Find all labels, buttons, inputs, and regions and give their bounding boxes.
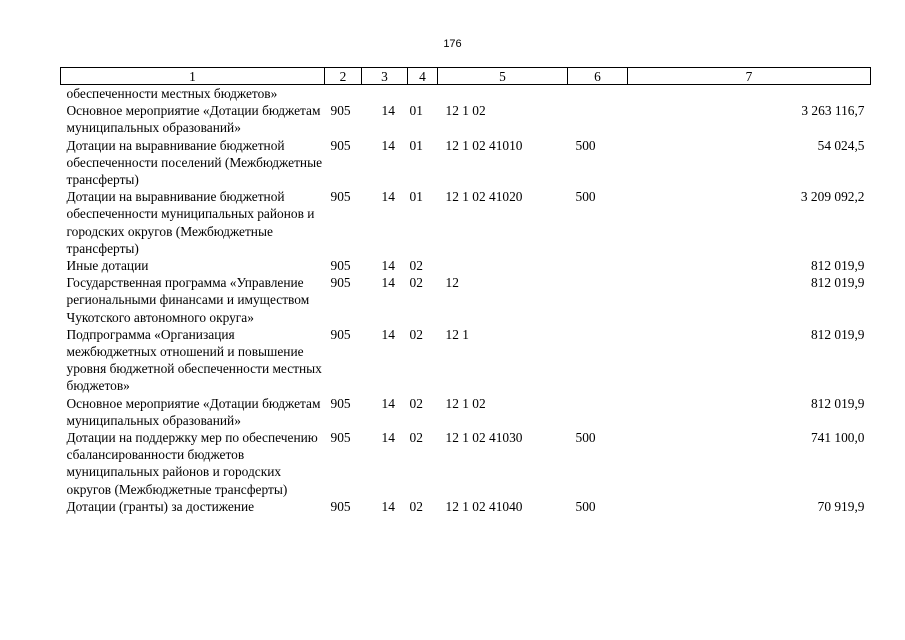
subsection-cell: 02 <box>409 498 423 514</box>
amount-cell: 3 209 092,2 <box>800 189 865 205</box>
amount-cell: 54 024,5 <box>817 137 865 153</box>
ved-cell: 905 <box>330 275 351 291</box>
ved-cell: 905 <box>330 137 351 153</box>
target-article-cell <box>438 85 568 103</box>
table-row <box>61 498 871 515</box>
amount-cell: 741 100,0 <box>810 430 865 446</box>
header-col-2: 2 <box>325 68 362 85</box>
ved-cell: 905 <box>330 258 351 274</box>
expense-type-cell <box>568 326 628 395</box>
section-cell: 14 <box>381 258 395 274</box>
section-cell: 14 <box>381 326 395 342</box>
target-article-cell: 12 1 02 41030 <box>445 430 523 446</box>
header-col-3: 3 <box>362 68 408 85</box>
amount-cell: 812 019,9 <box>810 395 865 411</box>
subsection-cell: 02 <box>409 395 423 411</box>
budget-table <box>60 67 871 515</box>
header-col-4: 4 <box>408 68 438 85</box>
name-cell: Дотации на выравнивание бюджетной обеспеченности поселений (Межбюджетные трансферты) <box>66 137 323 188</box>
table-row <box>61 85 871 103</box>
section-cell: 14 <box>381 137 395 153</box>
target-article-cell: 12 1 02 41010 <box>445 137 523 153</box>
target-article-cell: 12 1 <box>445 326 469 342</box>
ved-cell: 905 <box>330 395 351 411</box>
subsection-cell <box>408 85 438 103</box>
ved-cell: 905 <box>330 189 351 205</box>
header-col-7: 7 <box>628 68 871 85</box>
name-cell: Иные дотации <box>66 258 149 274</box>
header-col-5: 5 <box>438 68 568 85</box>
expense-type-cell: 500 <box>575 137 596 153</box>
subsection-cell: 01 <box>409 137 423 153</box>
expense-type-cell: 500 <box>575 498 596 514</box>
amount-cell: 812 019,9 <box>810 326 865 342</box>
header-row <box>61 68 871 85</box>
amount-cell <box>628 85 871 103</box>
amount-cell: 812 019,9 <box>810 275 865 291</box>
expense-type-cell <box>568 85 628 103</box>
section-cell: 14 <box>381 103 395 119</box>
table-row <box>61 257 871 274</box>
section-cell: 14 <box>381 498 395 514</box>
page-number: 176 <box>443 38 462 50</box>
ved-cell: 905 <box>330 103 351 119</box>
table-row <box>61 395 871 429</box>
section-cell: 14 <box>381 275 395 291</box>
header-col-6: 6 <box>568 68 628 85</box>
table-body <box>61 85 871 516</box>
table-row <box>61 137 871 189</box>
table-row <box>61 326 871 395</box>
name-cell: Дотации на выравнивание бюджетной обеспеченности муниципальных районов и городских округов (Межбюджетные трансферты) <box>66 189 315 256</box>
table-row <box>61 274 871 326</box>
name-cell: Основное мероприятие «Дотации бюджетам муниципальных образований» <box>66 395 321 428</box>
section-cell: 14 <box>381 395 395 411</box>
table-row <box>61 102 871 136</box>
ved-cell: 905 <box>330 326 351 342</box>
target-article-cell: 12 1 02 41020 <box>445 189 523 205</box>
table-row <box>61 429 871 498</box>
expense-type-cell <box>568 274 628 326</box>
table-row <box>61 188 871 257</box>
target-article-cell: 12 1 02 <box>445 103 486 119</box>
expense-type-cell <box>568 257 628 274</box>
ved-cell: 905 <box>330 498 351 514</box>
subsection-cell: 02 <box>409 326 423 342</box>
target-article-cell: 12 1 02 41040 <box>445 498 523 514</box>
name-cell: Дотации на поддержку мер по обеспечению сбалансированности бюджетов муниципальных районов и городских округов (Межбюджетные трансферты) <box>66 430 318 497</box>
subsection-cell: 02 <box>409 258 423 274</box>
subsection-cell: 02 <box>409 275 423 291</box>
name-cell: Дотации (гранты) за достижение <box>66 498 255 514</box>
name-cell: обеспеченности местных бюджетов» <box>66 86 278 101</box>
target-article-cell: 12 1 02 <box>445 395 486 411</box>
amount-cell: 70 919,9 <box>817 498 865 514</box>
expense-type-cell <box>568 395 628 429</box>
header-col-1: 1 <box>61 68 325 85</box>
target-article-cell: 12 <box>445 275 459 291</box>
target-article-cell <box>438 257 568 274</box>
expense-type-cell <box>568 102 628 136</box>
ved-cell: 905 <box>330 430 351 446</box>
subsection-cell: 01 <box>409 189 423 205</box>
subsection-cell: 02 <box>409 430 423 446</box>
name-cell: Основное мероприятие «Дотации бюджетам муниципальных образований» <box>66 103 321 136</box>
section-cell: 14 <box>381 189 395 205</box>
section-cell: 14 <box>381 430 395 446</box>
section-cell <box>362 85 408 103</box>
name-cell: Государственная программа «Управление региональными финансами и имуществом Чукотского автономного округа» <box>66 275 310 325</box>
expense-type-cell: 500 <box>575 430 596 446</box>
subsection-cell: 01 <box>409 103 423 119</box>
name-cell: Подпрограмма «Организация межбюджетных отношений и повышение уровня бюджетной обеспеченности местных бюджетов» <box>66 326 322 394</box>
amount-cell: 812 019,9 <box>810 258 865 274</box>
amount-cell: 3 263 116,7 <box>801 103 865 119</box>
expense-type-cell: 500 <box>575 189 596 205</box>
ved-cell <box>325 85 362 103</box>
